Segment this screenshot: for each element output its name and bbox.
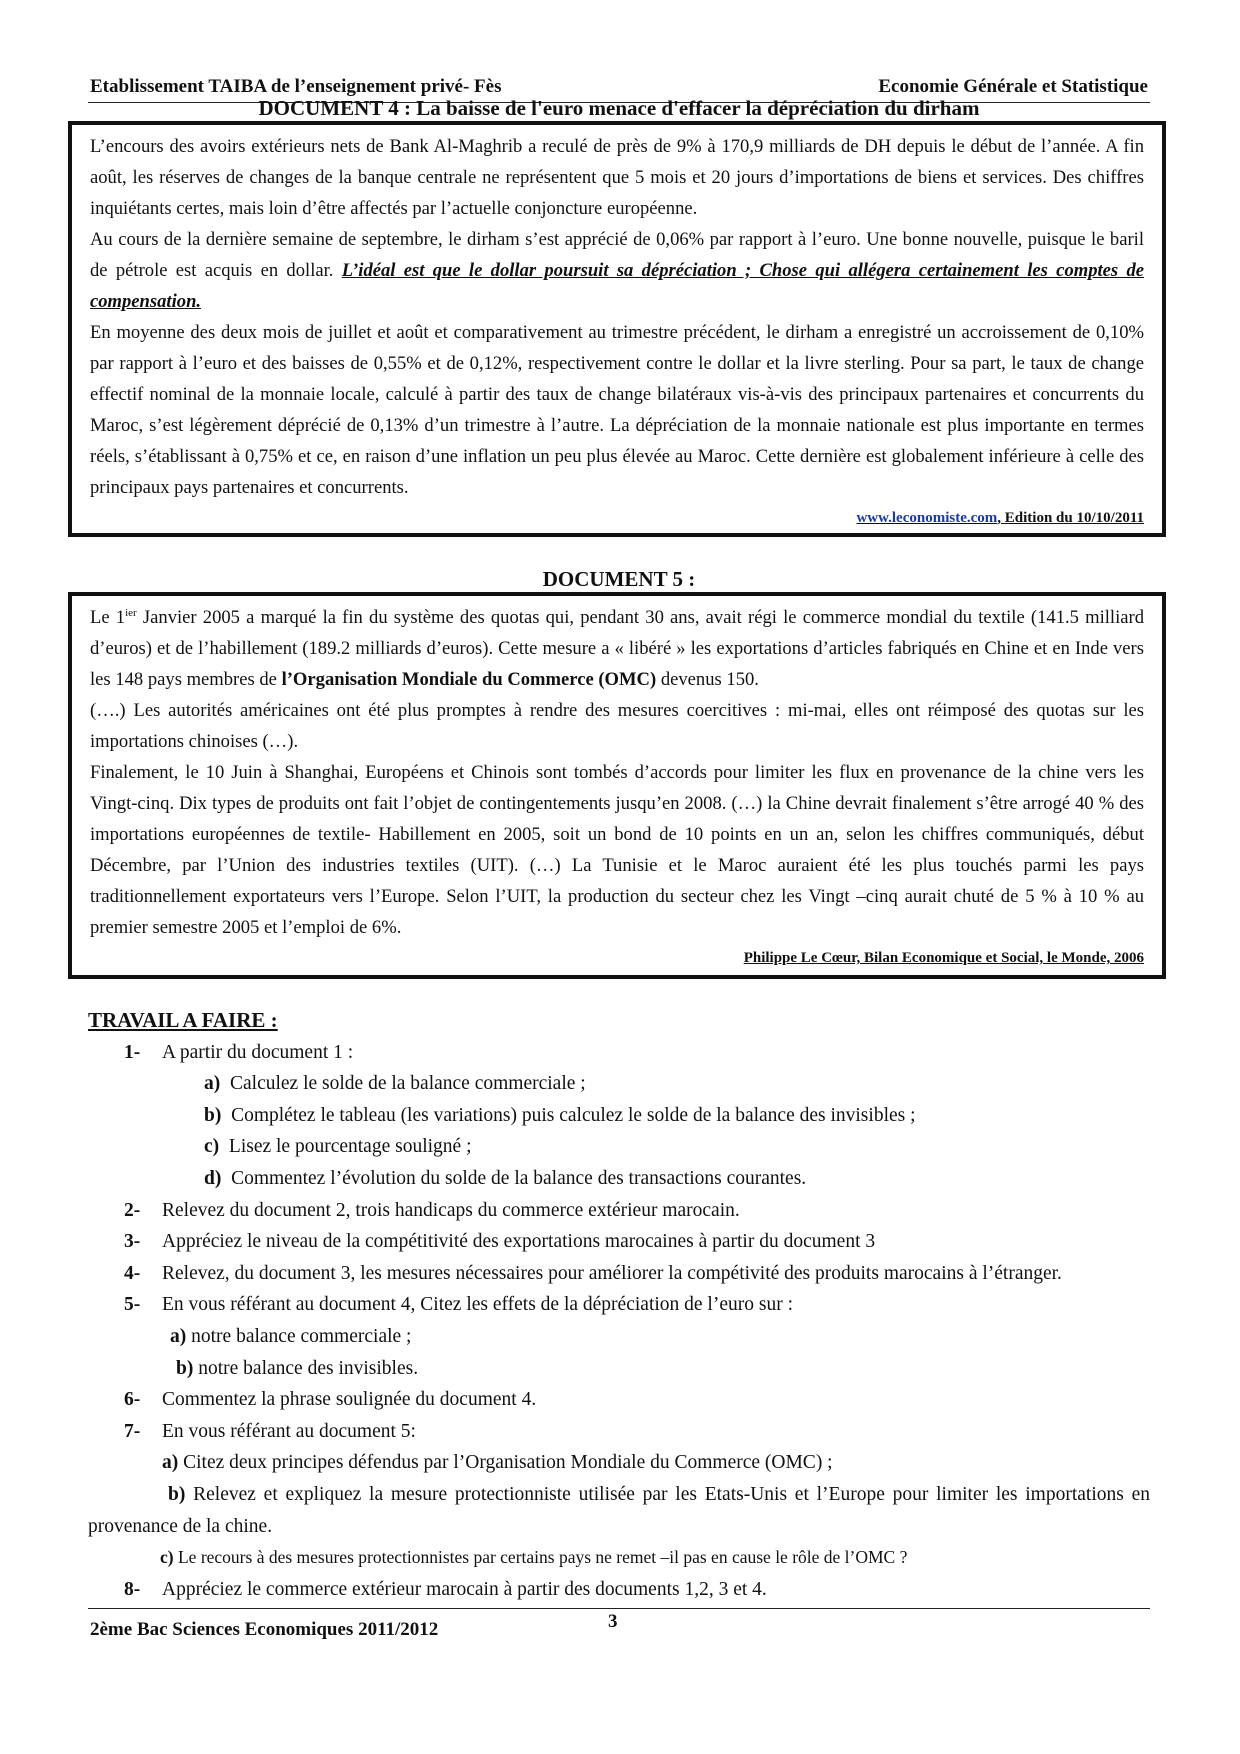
sub-text: notre balance des invisibles. — [198, 1357, 419, 1379]
question-number: 5- — [124, 1294, 141, 1316]
question-text: En vous référant au document 5: — [162, 1420, 416, 1442]
question-5 — [88, 1289, 1150, 1321]
sub-text: Relevez et expliquez la mesure protectionniste utilisée par les Etats-Unis et l’Europe pour limiter les importations en provenance de la chine. — [88, 1483, 1151, 1537]
question-number: 4- — [124, 1262, 141, 1284]
sub-label: a) — [162, 1452, 179, 1474]
question-7a — [88, 1447, 1150, 1479]
question-text: A partir du document 1 : — [162, 1041, 354, 1063]
question-text: Commentez la phrase soulignée du document 4. — [162, 1389, 537, 1411]
doc5-p1-sup: ier — [125, 606, 137, 619]
sub-label: b) — [168, 1483, 186, 1505]
document-4-title: DOCUMENT 4 : La baisse de l'euro menace d'effacer la dépréciation du dirham — [258, 96, 980, 120]
sub-text: Lisez le pourcentage souligné ; — [228, 1136, 472, 1158]
question-5a — [88, 1321, 1150, 1353]
question-text: Appréciez le commerce extérieur marocain à partir des documents 1,2, 3 et 4. — [162, 1578, 767, 1600]
document-5-box — [68, 592, 1166, 979]
document-4-box — [68, 121, 1166, 537]
sub-label: a) — [170, 1325, 187, 1347]
question-6 — [88, 1384, 1150, 1416]
question-1d — [88, 1163, 1150, 1195]
page-footer — [88, 1608, 1150, 1640]
question-number: 7- — [124, 1420, 141, 1442]
question-text: En vous référant au document 4, Citez les effets de la dépréciation de l’euro sur : — [162, 1294, 793, 1316]
sub-text: Calculez le solde de la balance commerciale ; — [230, 1073, 586, 1095]
doc5-p1-end: devenus 150. — [656, 669, 759, 690]
sub-label: d) — [204, 1167, 222, 1189]
page-number: 3 — [608, 1611, 618, 1632]
task-section — [88, 1005, 1150, 1605]
question-text: Relevez, du document 3, les mesures nécessaires pour améliorer la compétivité des produits marocains à l’étranger. — [162, 1262, 1062, 1284]
doc4-paragraph-3: En moyenne des deux mois de juillet et août et comparativement au trimestre précédent, le dirham a enregistré un accroissement de 0,10% par rapport à l’euro et des baisses de 0,55% et de 0,12%, respectivement contre le dollar et la livre sterling. Pour sa part, le taux de change effectif nominal de la monnaie locale, calculé à partir des taux de change bilatéraux vis-à-vis des principaux partenaires et concurrents du Maroc, s’est légèrement déprécié de 0,13% d’un trimestre à l’autre. La dépréciation de la monnaie nationale est plus importante en termes réels, s’établissant à 0,75% et ce, en raison d’une inflation un peu plus élevée au Maroc. Cette dernière est globalement inférieure à celle des principaux pays partenaires et concurrents. — [90, 322, 1144, 498]
question-2 — [88, 1195, 1150, 1227]
sub-label: c) — [204, 1136, 220, 1158]
sub-label: b) — [204, 1104, 222, 1126]
sub-text: Citez deux principes défendus par l’Organisation Mondiale du Commerce (OMC) ; — [183, 1452, 833, 1474]
question-number: 2- — [124, 1199, 141, 1221]
doc4-paragraph-2 — [90, 224, 1144, 317]
source-edition: , Edition du 10/10/2011 — [997, 510, 1144, 526]
question-1 — [88, 1037, 1150, 1069]
subject-name: Economie Générale et Statistique — [878, 76, 1148, 97]
doc4-source — [90, 505, 1144, 531]
question-7 — [88, 1416, 1150, 1448]
footer-class-label: 2ème Bac Sciences Economiques 2011/2012 — [90, 1619, 439, 1640]
question-7b — [88, 1479, 1150, 1542]
question-text: Appréciez le niveau de la compétitivité des exportations marocaines à partir du document 3 — [162, 1231, 876, 1253]
sub-text: Le recours à des mesures protectionnistes par certains pays ne remet –il pas en cause le rôle de l’OMC ? — [177, 1547, 908, 1568]
sub-text: Complétez le tableau (les variations) puis calculez le solde de la balance des invisibles ; — [231, 1104, 916, 1126]
school-name: Etablissement TAIBA de l’enseignement privé- Fès — [90, 76, 502, 97]
doc5-paragraph-2: (….) Les autorités américaines ont été plus promptes à rendre des mesures coercitives : mi-mai, elles ont réimposé des quotas sur les importations chinoises (…). — [90, 700, 1144, 752]
doc5-paragraph-3: Finalement, le 10 Juin à Shanghai, Européens et Chinois sont tombés d’accords pour limiter les flux en provenance de la chine vers les Vingt-cinq. Dix types de produits ont fait l’objet de contingentements jusqu’en 2008. (…) la Chine devrait finalement s’être arrogé 40 % des importations européennes de textile- Habillement en 2005, soit un bond de 10 points en un an, selon les chiffres communiqués, début Décembre, par l’Union des industries textiles (UIT). (…) La Tunisie et le Maroc auraient été les plus touchés parmi les pays traditionnellement exportateurs vers l’Europe. Selon l’UIT, la production du secteur chez les Vingt –cinq aurait chuté de 5 % à 10 % au premier semestre 2005 et l’emploi de 6%. — [90, 762, 1144, 938]
sub-label: a) — [204, 1073, 221, 1095]
doc5-source: Philippe Le Cœur, Bilan Economique et Social, le Monde, 2006 — [743, 950, 1144, 966]
question-number: 1- — [124, 1041, 141, 1063]
question-3 — [88, 1226, 1150, 1258]
document-5-title: DOCUMENT 5 : — [542, 567, 696, 591]
source-link[interactable]: www.leconomiste.com — [856, 510, 998, 526]
question-4 — [88, 1258, 1150, 1290]
sub-text: Commentez l’évolution du solde de la balance des transactions courantes. — [231, 1167, 807, 1189]
question-number: 8- — [124, 1578, 141, 1600]
sub-text: notre balance commerciale ; — [191, 1325, 412, 1347]
question-text: Relevez du document 2, trois handicaps du commerce extérieur marocain. — [162, 1199, 740, 1221]
sub-label: c) — [160, 1547, 174, 1568]
doc4-paragraph-2-text: Au cours de la dernière semaine de septembre, le dirham s’est apprécié de 0,06% par rapport à l’euro. Une bonne nouvelle, puisque le baril de pétrole est acquis en dollar. — [90, 229, 1144, 281]
doc5-p1-start: Le 1 — [90, 607, 126, 628]
question-7c — [88, 1542, 1150, 1574]
question-8 — [88, 1574, 1150, 1606]
question-5b — [88, 1353, 1150, 1385]
question-number: 3- — [124, 1231, 141, 1253]
doc4-underlined-sentence: L’idéal est que le dollar poursuit sa dépréciation ; Chose qui allégera certainement les comptes de compensation. — [90, 260, 1145, 312]
doc5-p1-mid: Janvier 2005 a marqué la fin du système des quotas qui, pendant 30 ans, avait régi le commerce mondial du textile (141.5 milliard d’euros) et de l’habillement (189.2 milliards d’euros). Cette mesure a « libéré » les exportations d’articles fabriqués en Chine et en Inde vers les 148 pays membres de — [90, 607, 1144, 690]
question-1b — [88, 1100, 1150, 1132]
task-title: TRAVAIL A FAIRE : — [88, 1008, 278, 1032]
doc5-paragraph-1 — [90, 602, 1144, 695]
doc4-paragraph-1: L’encours des avoirs extérieurs nets de Bank Al-Maghrib a reculé de près de 9% à 170,9 milliards de DH depuis le début de l’année. A fin août, les réserves de changes de la banque centrale ne représentent que 5 mois et 20 jours d’importations de biens et services. Des chiffres inquiétants certes, mais loin d’être affectés par l’actuelle conjoncture européenne. — [90, 136, 1144, 219]
question-1a — [88, 1068, 1150, 1100]
question-number: 6- — [124, 1389, 141, 1411]
question-1c — [88, 1131, 1150, 1163]
doc5-omc-bold: l’Organisation Mondiale du Commerce (OMC) — [281, 669, 657, 690]
sub-label: b) — [176, 1357, 194, 1379]
